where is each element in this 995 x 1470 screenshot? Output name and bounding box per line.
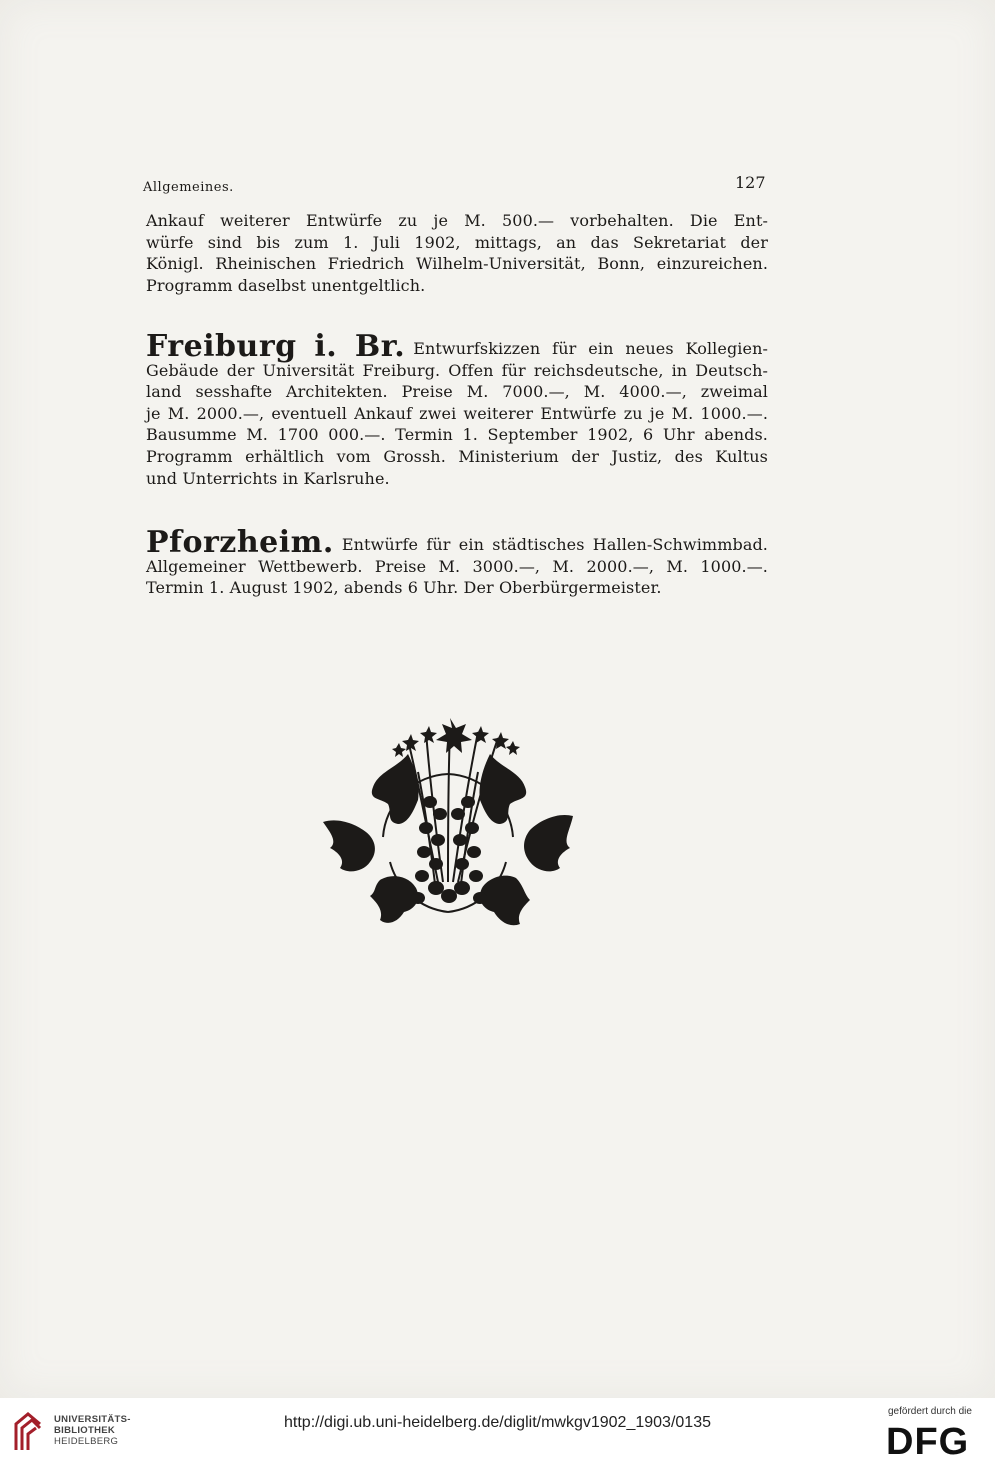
ivy-leaf-ornament-icon [318, 712, 578, 942]
text-line: Bausumme M. 1700 000.—. Termin 1. September 1902, 6 Uhr abends. [146, 425, 768, 445]
paragraph-bonn-continuation [146, 210, 768, 296]
text-line-lead: Entwürfe für ein städtisches Hallen-Schwimmbad. [341, 535, 768, 554]
city-heading-pforzheim: Pforzheim. [146, 525, 334, 560]
dfg-logo: DFG [886, 1421, 970, 1463]
sponsor-label: gefördert durch die [888, 1406, 972, 1417]
city-heading-freiburg: Freiburg i. Br. [146, 329, 406, 364]
text-line: Programm daselbst unentgeltlich. [146, 275, 426, 295]
text-line [146, 525, 768, 560]
library-line: HEIDELBERG [54, 1436, 119, 1447]
text-line: je M. 2000.—, eventuell Ankauf zwei weiterer Entwürfe zu je M. 1000.—. [146, 403, 768, 423]
text-line: Ankauf weiterer Entwürfe zu je M. 500.— vorbehalten. Die Ent- [146, 211, 768, 230]
page-number: 127 [735, 173, 766, 192]
text-line: würfe sind bis zum 1. Juli 1902, mittags, an das Sekretariat der [146, 232, 768, 252]
permalink-url[interactable]: http://digi.ub.uni-heidelberg.de/diglit/mwkgv1902_1903/0135 [284, 1414, 711, 1431]
text-line: Gebäude der Universität Freiburg. Offen für reichsdeutsche, in Deutsch- [146, 360, 768, 380]
text-line [146, 329, 768, 364]
text-line: und Unterrichts in Karlsruhe. [146, 468, 390, 488]
library-line: BIBLIOTHEK [54, 1425, 116, 1436]
text-line-lead: Entwurfskizzen für ein neues Kollegien- [413, 339, 768, 358]
paragraph-freiburg [146, 329, 768, 489]
text-line: Allgemeiner Wettbewerb. Preise M. 3000.—, M. 2000.—, M. 1000.—. [146, 556, 768, 576]
text-line: Programm erhältlich vom Grossh. Ministerium der Justiz, des Kultus [146, 446, 768, 466]
paragraph-pforzheim [146, 525, 768, 599]
text-line: land sesshafte Architekten. Preise M. 7000.—, M. 4000.—, zweimal [146, 382, 768, 402]
text-line: Termin 1. August 1902, abends 6 Uhr. Der Oberbürgermeister. [146, 578, 662, 598]
running-head: Allgemeines. [143, 180, 234, 195]
text-line: Königl. Rheinischen Friedrich Wilhelm-Universität, Bonn, einzureichen. [146, 254, 768, 274]
digitization-footer [0, 1398, 995, 1470]
library-line: UNIVERSITÄTS- [54, 1414, 131, 1425]
